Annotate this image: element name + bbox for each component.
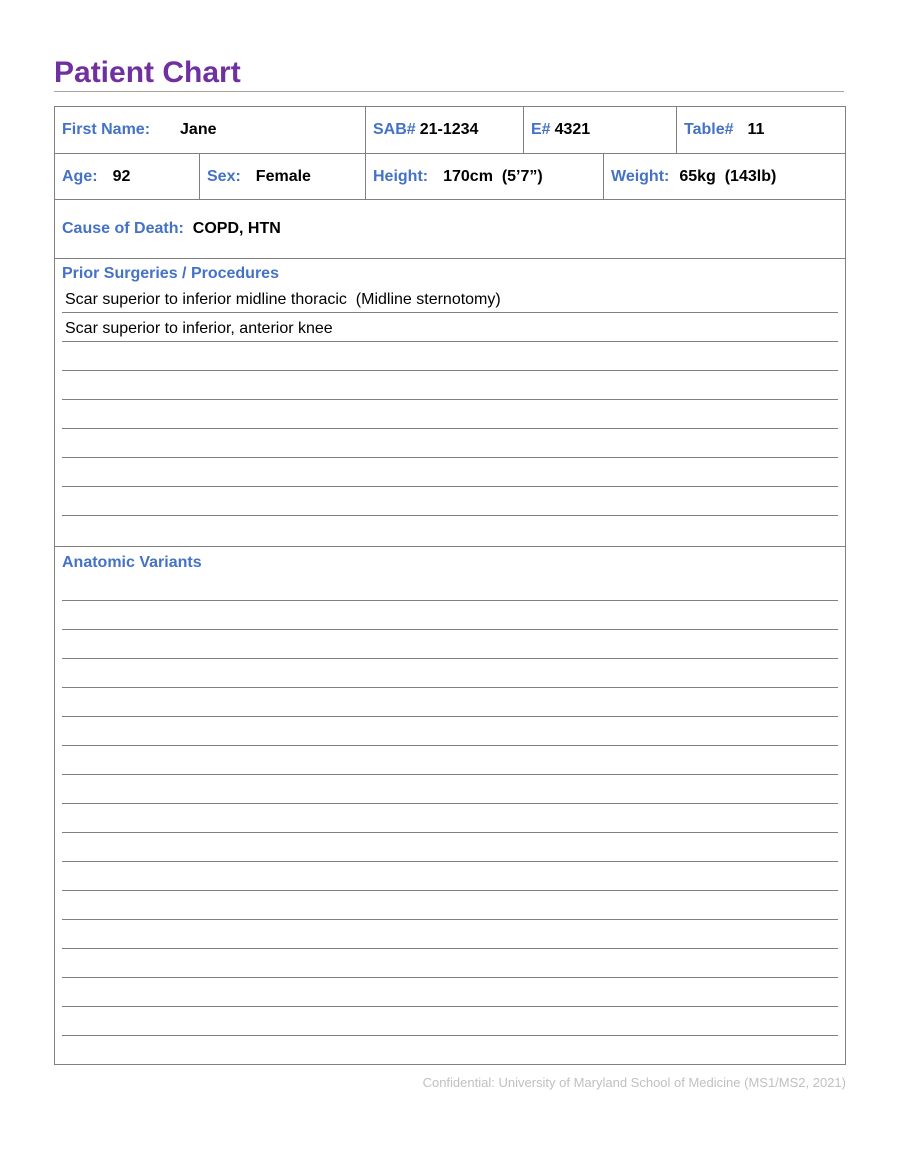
first-name-label: First Name: [62,121,151,138]
cause-of-death-row [55,200,845,259]
e-number-value: 4321 [554,121,591,138]
weight-label: Weight: [611,167,670,185]
writing-line [62,1006,838,1007]
writing-line [62,515,838,516]
sex-label: Sex: [207,167,241,185]
writing-line [62,457,838,458]
e-number-label: E# [531,121,551,138]
first-name-cell [55,107,366,153]
writing-line [62,629,838,630]
writing-line [62,428,838,429]
weight-value: 65kg (143lb) [679,167,777,185]
age-cell [55,154,200,199]
writing-line [62,658,838,659]
title-divider [54,91,844,92]
writing-line [62,803,838,804]
first-name-value: Jane [180,121,217,138]
writing-line [62,486,838,487]
table-number-cell [677,107,845,153]
writing-line [62,745,838,746]
cause-of-death-label: Cause of Death: [62,220,184,237]
writing-line [62,341,838,342]
vitals-row [55,154,845,200]
prior-surgeries-section [55,259,845,547]
patient-chart-form [54,106,846,1065]
identity-row [55,107,845,154]
weight-cell [604,154,845,199]
sex-cell [200,154,366,199]
writing-line [62,687,838,688]
writing-line [62,919,838,920]
writing-line [62,600,838,601]
writing-line [62,948,838,949]
sab-value: 21-1234 [419,121,479,138]
height-label: Height: [373,167,429,185]
writing-line [62,774,838,775]
writing-line [62,861,838,862]
page-title: Patient Chart [54,56,241,89]
sex-value: Female [255,167,311,185]
height-cell [366,154,604,199]
sab-cell [366,107,524,153]
table-number-label: Table# [684,121,734,138]
cause-of-death-value: COPD, HTN [192,220,281,237]
writing-line [62,890,838,891]
e-number-cell [524,107,677,153]
sab-label: SAB# [373,121,416,138]
writing-line [62,399,838,400]
writing-line [62,1035,838,1036]
writing-line [62,716,838,717]
writing-line [62,832,838,833]
prior-surgery-line: Scar superior to inferior, anterior knee [65,320,333,337]
writing-line [62,977,838,978]
table-number-value: 11 [747,121,765,138]
age-label: Age: [62,167,98,185]
anatomic-variants-section [55,547,845,1064]
writing-line [62,312,838,313]
height-value: 170cm (5’7”) [443,167,543,185]
writing-line [62,370,838,371]
anatomic-variants-title: Anatomic Variants [62,554,202,571]
prior-surgeries-title: Prior Surgeries / Procedures [62,265,279,282]
age-value: 92 [112,167,131,185]
prior-surgery-line: Scar superior to inferior midline thoracic (Midline sternotomy) [65,291,501,308]
cause-of-death-cell [55,200,845,258]
confidentiality-footer: Confidential: University of Maryland School of Medicine (MS1/MS2, 2021) [422,1075,846,1090]
